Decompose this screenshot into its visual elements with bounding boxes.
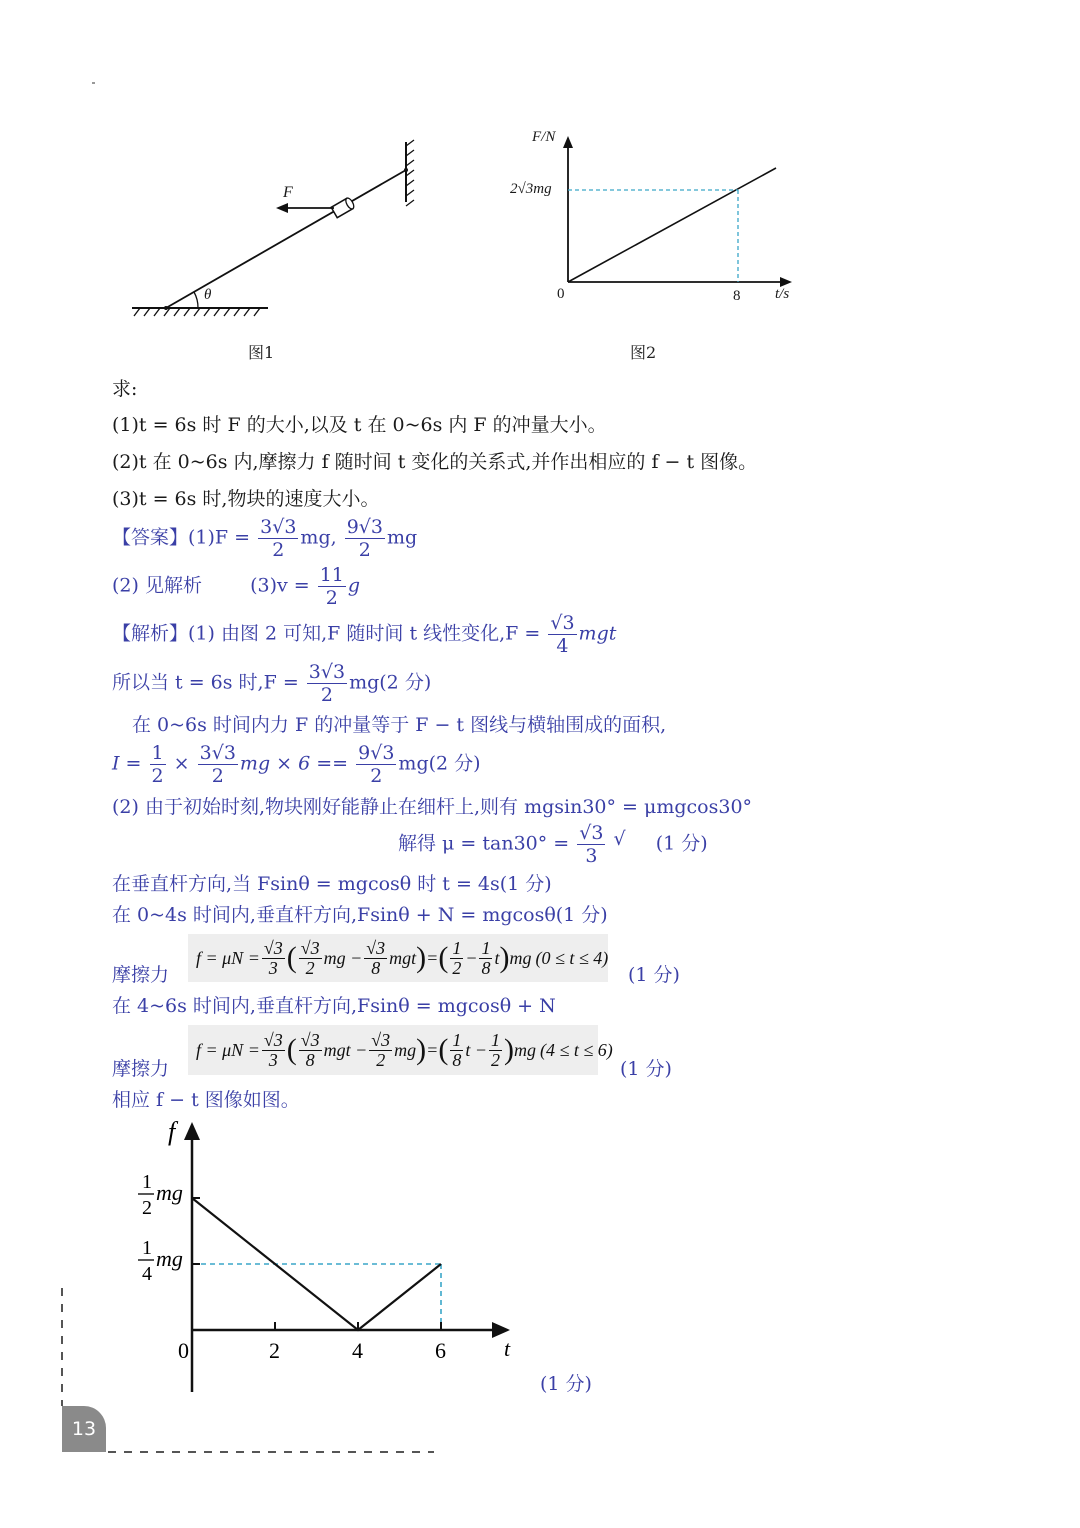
analysis-line-5: (2) 由于初始时刻,物块刚好能静止在细杆上,则有 mgsin30° = μmgcos30° bbox=[112, 796, 753, 818]
formula-frac bbox=[262, 1031, 285, 1070]
formula-term: mg bbox=[394, 1039, 417, 1060]
frac-num: √3 bbox=[300, 1029, 320, 1050]
figure-2-graph bbox=[540, 130, 810, 310]
frac-den: 2 bbox=[452, 957, 462, 978]
f2-x-axis-label: t/s bbox=[775, 286, 790, 302]
figure-1-caption: 图1 bbox=[248, 343, 275, 362]
analysis-line-3: 在 0~6s 时间内力 F 的冲量等于 F − t 图线与横轴围成的面积, bbox=[132, 714, 667, 736]
frac-num: √3 bbox=[371, 1029, 391, 1050]
analysis-l2-tail: mg(2 分) bbox=[349, 671, 432, 694]
frac-num: 3√3 bbox=[308, 661, 346, 683]
analysis-line-8: 在 0~4s 时间内,垂直杆方向,Fsinθ + N = mgcosθ(1 分) bbox=[112, 904, 608, 926]
frac-num: 3√3 bbox=[199, 742, 236, 764]
frac-num: 1 bbox=[452, 1029, 462, 1050]
x-tick-label: 4 bbox=[352, 1338, 363, 1363]
frac-num: 3√3 bbox=[260, 516, 297, 538]
analysis-l6-score: (1 分) bbox=[655, 832, 708, 855]
analysis-l4-frac2 bbox=[198, 742, 238, 787]
paren-open: ( bbox=[286, 1033, 297, 1066]
formula-eq: = bbox=[426, 947, 439, 968]
analysis-l2-frac bbox=[307, 661, 347, 706]
frac-den: 2 bbox=[325, 587, 338, 609]
question-3: (3)t = 6s 时,物块的速度大小。 bbox=[112, 488, 380, 510]
analysis-l11-label: 摩擦力 bbox=[112, 1058, 170, 1080]
paren-open: ( bbox=[286, 941, 297, 974]
frac-den: 2 bbox=[376, 1049, 386, 1070]
analysis-l11-score: (1 分) bbox=[620, 1058, 672, 1080]
page-dot bbox=[92, 82, 95, 84]
x-tick-label: 6 bbox=[435, 1338, 446, 1363]
formula-frac bbox=[364, 939, 387, 978]
analysis-l1-frac bbox=[548, 612, 576, 657]
answer-p1-frac2 bbox=[345, 516, 385, 561]
formula-lhs: f = μN = bbox=[196, 1039, 260, 1060]
formula-condition: (0 ≤ t ≤ 4) bbox=[535, 947, 609, 968]
analysis-l6-frac bbox=[577, 822, 605, 867]
paren-close: ) bbox=[499, 941, 510, 974]
answer-label: 【答案】 bbox=[112, 526, 189, 549]
angle-label: θ bbox=[204, 287, 212, 303]
analysis-line-12: 相应 f − t 图像如图。 bbox=[112, 1089, 300, 1111]
page-number: 13 bbox=[62, 1406, 106, 1452]
analysis-line-10: 在 4~6s 时间内,垂直杆方向,Fsinθ = mgcosθ + N bbox=[112, 995, 556, 1017]
x-tick-label: 0 bbox=[178, 1338, 189, 1363]
frac-num: 9√3 bbox=[346, 516, 383, 538]
answer-p1-unit2: mg bbox=[386, 526, 418, 549]
formula-frac bbox=[299, 1031, 322, 1070]
frac-num: √3 bbox=[263, 1029, 283, 1050]
analysis-line-7: 在垂直杆方向,当 Fsinθ = mgcosθ 时 t = 4s(1 分) bbox=[112, 873, 552, 895]
frac-num: 1 bbox=[452, 937, 462, 958]
analysis-l1-text: (1) 由图 2 可知,F 随时间 t 线性变化,F = bbox=[188, 622, 541, 645]
frac-num: √3 bbox=[300, 937, 320, 958]
f2-y-axis-label: F/N bbox=[532, 129, 556, 145]
answer-p2: (2) 见解析 bbox=[112, 574, 202, 597]
analysis-l4-frac3 bbox=[356, 742, 396, 787]
y-tick-numerator: 1 bbox=[142, 1237, 152, 1259]
analysis-l4-times: × bbox=[173, 752, 190, 775]
formula-frac bbox=[299, 939, 322, 978]
frac-num: 11 bbox=[319, 564, 344, 586]
frac-den: 2 bbox=[370, 765, 383, 787]
frac-num: 1 bbox=[151, 742, 164, 764]
frac-den: 8 bbox=[305, 1049, 315, 1070]
x-axis-label: t bbox=[504, 1336, 511, 1361]
y-axis-label: f bbox=[168, 1117, 176, 1146]
formula-term: mg bbox=[509, 947, 532, 968]
y-tick-numerator: 1 bbox=[142, 1171, 152, 1193]
formula-term: t bbox=[494, 947, 500, 968]
y-tick-unit: mg bbox=[156, 1246, 183, 1271]
friction-formula-1 bbox=[188, 934, 608, 982]
frac-den: 4 bbox=[556, 635, 569, 657]
formula-frac bbox=[479, 939, 492, 978]
formula-term: t − bbox=[465, 1039, 487, 1060]
page-corner-dashes bbox=[58, 1286, 438, 1466]
formula-frac bbox=[262, 939, 285, 978]
formula-frac bbox=[450, 1031, 463, 1070]
paren-open: ( bbox=[438, 941, 449, 974]
analysis-l4-tail: mg(2 分) bbox=[398, 752, 481, 775]
formula-minus: − bbox=[465, 947, 478, 968]
analysis-label: 【解析】 bbox=[112, 622, 189, 645]
y-tick-denominator: 4 bbox=[142, 1263, 152, 1285]
analysis-l2-text: 所以当 t = 6s 时,F = bbox=[112, 671, 299, 694]
friction-formula-2 bbox=[188, 1025, 613, 1075]
force-label: F bbox=[283, 184, 293, 201]
analysis-line-1 bbox=[112, 612, 616, 657]
frac-num: √3 bbox=[579, 822, 604, 844]
paren-open: ( bbox=[438, 1033, 449, 1066]
formula-eq: = bbox=[426, 1039, 439, 1060]
analysis-line-2 bbox=[112, 661, 431, 706]
paren-close: ) bbox=[416, 1033, 427, 1066]
frac-num: 1 bbox=[490, 1029, 500, 1050]
final-score: (1 分) bbox=[540, 1373, 592, 1395]
figure-2-caption: 图2 bbox=[630, 343, 657, 362]
frac-den: 3 bbox=[268, 957, 278, 978]
frac-den: 3 bbox=[268, 1049, 278, 1070]
answer-p1-unit1: mg, bbox=[300, 526, 337, 549]
frac-den: 8 bbox=[371, 957, 381, 978]
answer-p3-unit: g bbox=[347, 574, 361, 597]
formula-frac bbox=[489, 1031, 502, 1070]
y-tick-unit: mg bbox=[156, 1180, 183, 1205]
frac-den: 2 bbox=[211, 765, 224, 787]
f2-origin-label: 0 bbox=[557, 286, 565, 302]
frac-den: 2 bbox=[151, 765, 164, 787]
formula-frac bbox=[450, 939, 463, 978]
frac-den: 2 bbox=[358, 539, 371, 561]
analysis-l9-label: 摩擦力 bbox=[112, 964, 170, 986]
frac-den: 2 bbox=[272, 539, 285, 561]
frac-num: √3 bbox=[263, 937, 283, 958]
formula-frac bbox=[369, 1031, 392, 1070]
analysis-l9-score: (1 分) bbox=[628, 964, 680, 986]
answer-p3-prefix: (3)v = bbox=[250, 574, 310, 597]
analysis-l4-mid: mg × 6 == bbox=[239, 752, 349, 775]
frac-den: 2 bbox=[305, 957, 315, 978]
analysis-l4-frac1 bbox=[150, 742, 166, 787]
answer-line-1 bbox=[112, 516, 417, 561]
paren-close: ) bbox=[503, 1033, 514, 1066]
answer-line-2 bbox=[112, 564, 360, 609]
formula-condition: (4 ≤ t ≤ 6) bbox=[539, 1039, 613, 1060]
frac-num: 9√3 bbox=[358, 742, 395, 764]
question-2: (2)t 在 0~6s 内,摩擦力 f 随时间 t 变化的关系式,并作出相应的 f − t 图像。 bbox=[112, 451, 758, 473]
answer-p1-prefix: (1)F = bbox=[188, 526, 251, 549]
analysis-line-4 bbox=[112, 742, 481, 787]
check-mark-icon: √ bbox=[613, 828, 626, 850]
frac-num: √3 bbox=[550, 612, 575, 634]
figure-1-diagram bbox=[120, 130, 440, 330]
frac-den: 3 bbox=[585, 845, 598, 867]
analysis-l6-head: 解得 μ = tan30° = bbox=[398, 832, 570, 855]
answer-p1-frac1 bbox=[258, 516, 298, 561]
formula-term: mg − bbox=[323, 947, 363, 968]
frac-num: 1 bbox=[481, 937, 491, 958]
f2-y-tick-label: 2√3mg bbox=[510, 181, 552, 197]
f2-x-tick-label: 8 bbox=[733, 288, 741, 304]
x-tick-label: 2 bbox=[269, 1338, 280, 1363]
question-1: (1)t = 6s 时 F 的大小,以及 t 在 0~6s 内 F 的冲量大小。 bbox=[112, 414, 607, 436]
answer-p3-frac bbox=[318, 564, 346, 609]
analysis-l4-head: I = bbox=[112, 752, 142, 775]
frac-den: 2 bbox=[320, 684, 333, 706]
paren-close: ) bbox=[416, 941, 427, 974]
formula-term: mgt − bbox=[323, 1039, 368, 1060]
frac-den: 8 bbox=[481, 957, 491, 978]
analysis-l1-tail: mgt bbox=[578, 622, 617, 645]
y-tick-denominator: 2 bbox=[142, 1197, 152, 1219]
frac-num: √3 bbox=[366, 937, 386, 958]
frac-den: 2 bbox=[490, 1049, 500, 1070]
question-intro: 求: bbox=[112, 378, 138, 400]
formula-term: mg bbox=[513, 1039, 536, 1060]
frac-den: 8 bbox=[452, 1049, 462, 1070]
formula-term: mgt bbox=[389, 947, 417, 968]
analysis-line-6 bbox=[398, 822, 708, 867]
formula-lhs: f = μN = bbox=[196, 947, 260, 968]
y-axis-arrow bbox=[184, 1122, 200, 1140]
